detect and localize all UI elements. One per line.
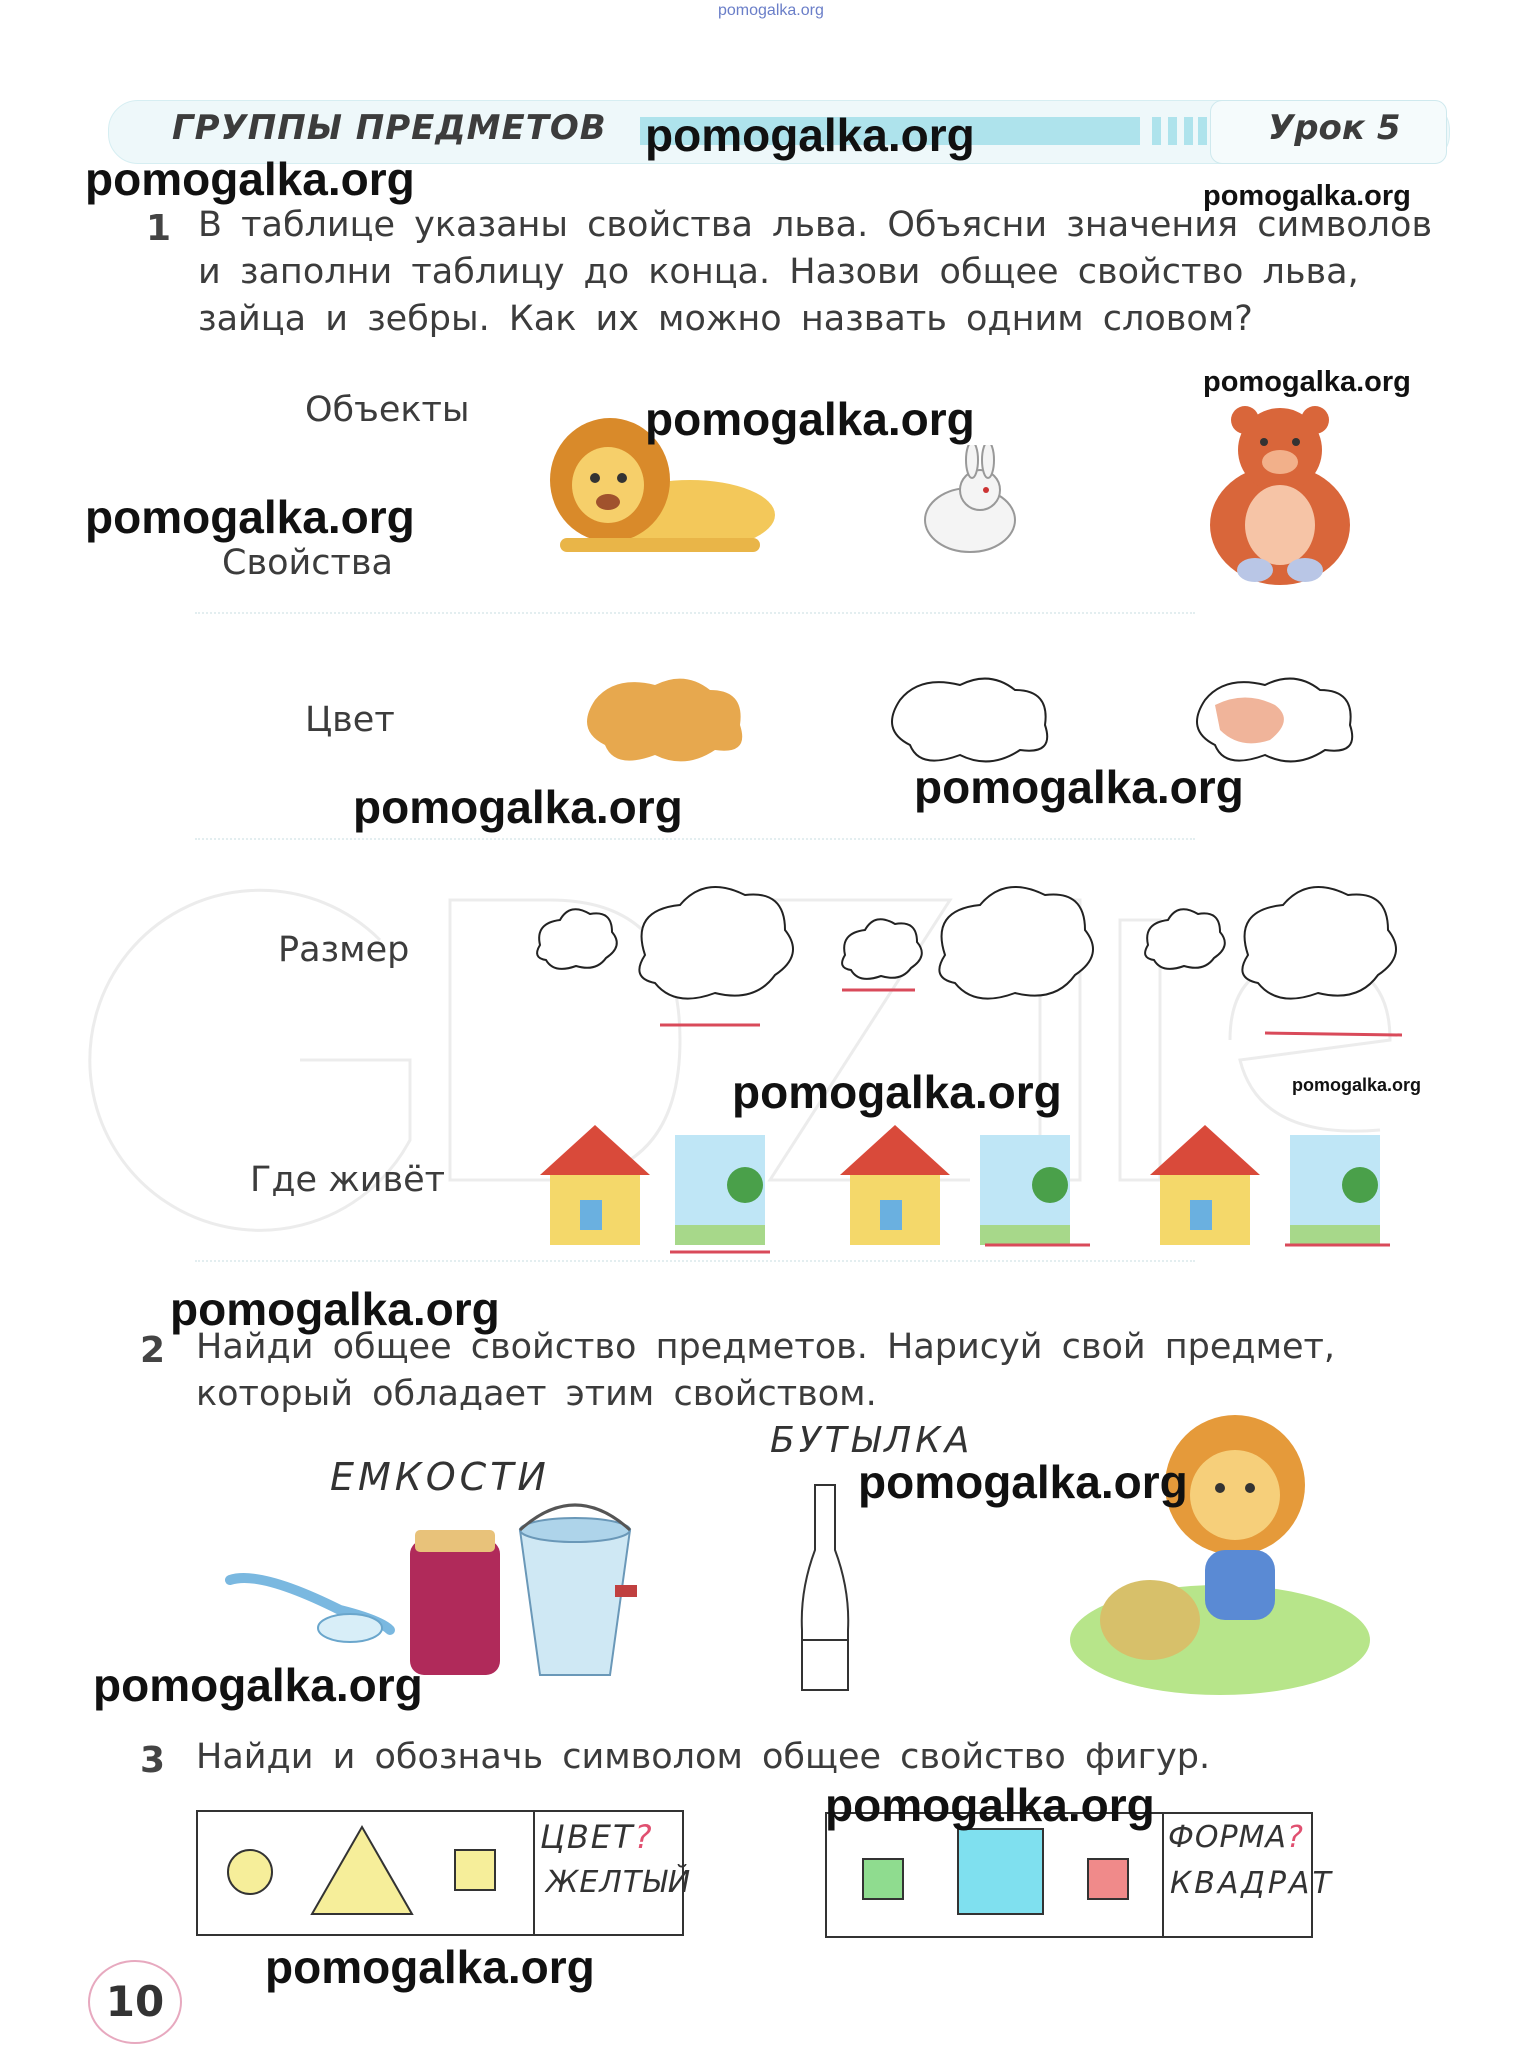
task3-text: Найди и обозначь символом общее свойство фигур. [196,1737,1211,1777]
box2-label [1168,1820,1304,1855]
box1-line1: ЦВЕТ [540,1818,635,1856]
table-separator [195,612,1195,614]
label-size: Размер [278,930,410,970]
color-blob-lion [575,670,755,770]
hare-image [910,445,1030,560]
bottle-drawing [790,1480,860,1700]
watermark: pomogalka.org [1203,366,1411,398]
lesson-label: Урок 5 [1268,108,1401,148]
bear-image [1200,400,1360,590]
task2-line: который обладает этим свойством. [196,1374,877,1414]
box1-question: ? [634,1818,654,1856]
task1-text [198,202,1438,343]
label-habitat: Где живёт [250,1160,446,1200]
watermark: pomogalka.org [353,781,683,833]
box-divider [533,1812,535,1934]
page-title: ГРУППЫ ПРЕДМЕТОВ [172,108,607,148]
box1-line2: ЖЕЛТЫЙ [546,1865,692,1900]
task1-line: зайца и зебры. Как их можно назвать одним словом? [198,299,1253,339]
watermark: pomogalka.org [914,761,1244,813]
habitat-images [530,1115,1530,1265]
label-properties: Свойства [222,543,393,583]
lion-cub-image [1060,1410,1380,1700]
watermark: pomogalka.org [1203,180,1411,212]
task1-line: и заполни таблицу до конца. Назови общее свойство льва, [198,252,1359,292]
task2-text [196,1324,1436,1418]
color-blob-hare [880,670,1060,770]
watermark: pomogalka.org [170,1283,500,1335]
size-clouds [530,885,1530,1045]
task1-line: В таблице указаны свойства льва. Объясни значения символов [198,205,1433,245]
handwritten-containers: ЕМКОСТИ [330,1455,550,1499]
task2-line: Найди общее свойство предметов. Нарисуй свой предмет, [196,1327,1336,1367]
watermark: pomogalka.org [825,1779,1155,1831]
watermark-top: pomogalka.org [718,2,824,19]
box-divider [1162,1814,1164,1936]
table-separator [195,838,1195,840]
page-number: 10 [88,1960,182,2044]
task3-number: 3 [140,1740,166,1781]
watermark: pomogalka.org [645,109,975,161]
box2-question: ? [1286,1820,1304,1855]
color-blob-bear [1185,670,1365,770]
handwritten-bottle: БУТЫЛКА [770,1420,974,1461]
box1-label [540,1818,654,1856]
box2-line1: ФОРМА [1168,1820,1287,1855]
label-color: Цвет [305,700,395,740]
watermark: pomogalka.org [85,153,415,205]
task1-number: 1 [146,208,172,249]
box1-shapes [200,1812,530,1930]
watermark: pomogalka.org [265,1941,595,1993]
watermark: pomogalka.org [85,491,415,543]
box2-line2: КВАДРАТ [1170,1866,1334,1901]
watermark: pomogalka.org [1292,1075,1422,1095]
watermark: pomogalka.org [645,393,975,445]
watermark: pomogalka.org [858,1456,1188,1508]
task2-number: 2 [140,1330,166,1371]
watermark: pomogalka.org [732,1066,1062,1118]
watermark: pomogalka.org [93,1659,423,1711]
label-objects: Объекты [305,390,470,430]
